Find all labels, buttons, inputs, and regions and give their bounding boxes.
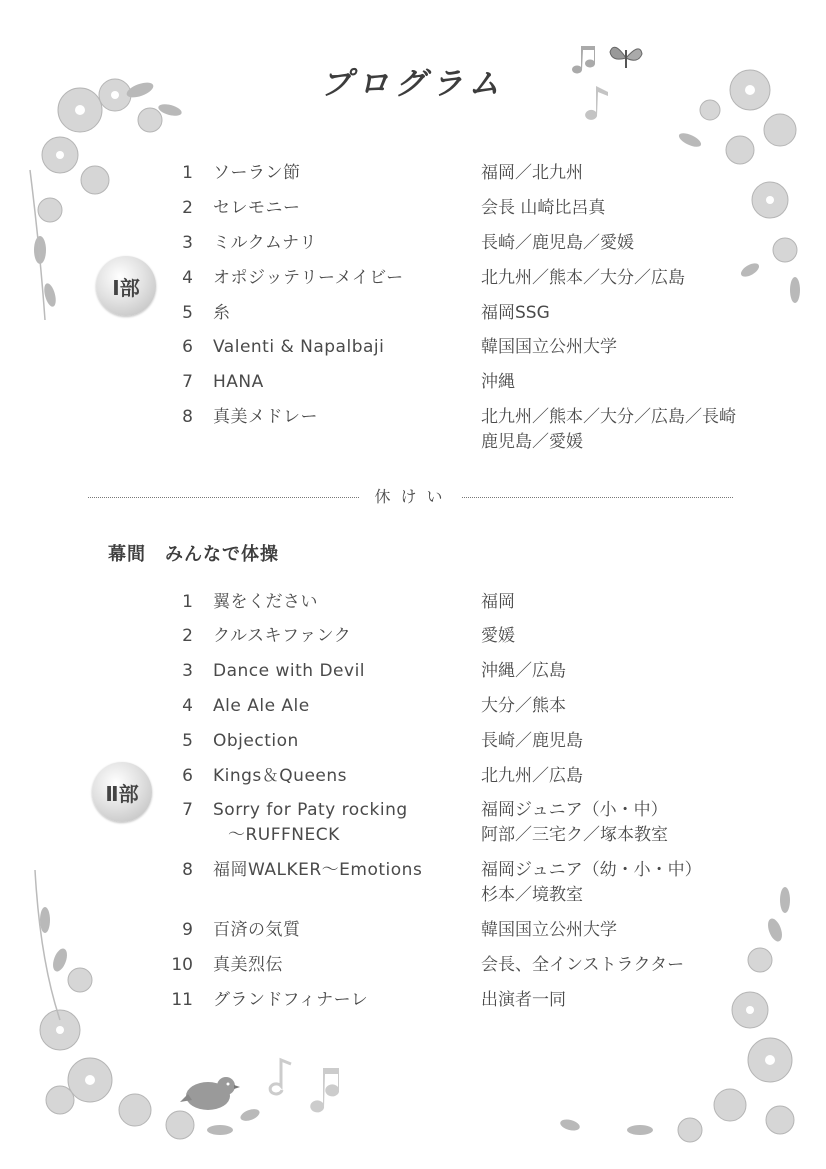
item-number: 6 — [182, 766, 193, 786]
item-title: Valenti & Napalbaji — [213, 337, 385, 357]
item-number: 5 — [182, 303, 193, 323]
item-performer: 北九州／広島 — [481, 766, 583, 786]
bird-icon — [180, 1072, 240, 1116]
item-performer: 韓国国立公州大学 — [481, 337, 617, 357]
item-number: 8 — [182, 407, 193, 427]
item-number: 3 — [182, 661, 193, 681]
item-number: 7 — [182, 800, 193, 820]
item-number: 4 — [182, 268, 193, 288]
item-title: ソーラン節 — [213, 163, 301, 183]
item-title: Kings＆Queens — [213, 766, 347, 786]
item-performer: 会長 山崎比呂真 — [481, 198, 606, 218]
item-number: 4 — [182, 696, 193, 716]
item-performer: 福岡 — [481, 592, 515, 612]
item-number: 5 — [182, 731, 193, 751]
item-performer: 長崎／鹿児島／愛媛 — [481, 233, 634, 253]
item-number: 2 — [182, 626, 193, 646]
music-note-icon-3 — [262, 1050, 352, 1120]
item-performer-line2: 鹿児島／愛媛 — [481, 432, 583, 452]
item-title: Objection — [213, 731, 299, 751]
item-title: HANA — [213, 372, 264, 392]
item-title: 百済の気質 — [213, 920, 301, 940]
item-title: セレモニー — [213, 198, 301, 218]
item-performer: 沖縄／広島 — [481, 661, 566, 681]
page-title: プログラム — [320, 66, 506, 102]
item-performer: 福岡ジュニア（小・中） — [481, 800, 668, 820]
item-title: Dance with Devil — [213, 661, 366, 681]
item-title: グランドフィナーレ — [213, 990, 369, 1010]
item-performer: 韓国国立公州大学 — [481, 920, 617, 940]
item-performer: 福岡／北九州 — [481, 163, 583, 183]
item-performer: 北九州／熊本／大分／広島／長崎 — [481, 407, 736, 427]
item-performer: 愛媛 — [481, 626, 515, 646]
item-performer: 沖縄 — [481, 372, 515, 392]
intermission-heading: 幕間 みんなで体操 — [108, 544, 279, 565]
item-title: ミルクムナリ — [213, 233, 317, 253]
item-performer: 長崎／鹿児島 — [481, 731, 583, 751]
item-title: 福岡WALKER～Emotions — [213, 860, 423, 880]
item-number: 3 — [182, 233, 193, 253]
item-title: クルスキファンク — [213, 626, 352, 646]
item-number: 10 — [171, 955, 193, 975]
item-title-line2: ～RUFFNECK — [228, 825, 340, 845]
item-performer: 北九州／熊本／大分／広島 — [481, 268, 685, 288]
item-number: 8 — [182, 860, 193, 880]
item-performer: 出演者一同 — [481, 990, 566, 1010]
item-number: 2 — [182, 198, 193, 218]
part2-badge: Ⅱ部 — [92, 762, 152, 822]
item-number: 7 — [182, 372, 193, 392]
item-title: Sorry for Paty rocking — [213, 800, 408, 820]
item-title: 真美メドレー — [213, 407, 318, 427]
item-performer-line2: 阿部／三宅ク／塚本教室 — [481, 825, 668, 845]
item-title: オポジッテリーメイビー — [213, 268, 404, 288]
break-separator — [88, 485, 733, 509]
item-number: 6 — [182, 337, 193, 357]
item-performer: 福岡SSG — [481, 303, 550, 323]
break-label-text: 休けい — [360, 487, 460, 506]
item-performer: 福岡ジュニア（幼・小・中） — [481, 860, 702, 880]
item-performer-line2: 杉本／境教室 — [481, 885, 583, 905]
item-number: 1 — [182, 163, 193, 183]
part1-badge: Ⅰ部 — [96, 256, 156, 316]
item-number: 1 — [182, 592, 193, 612]
item-title: 翼をください — [213, 592, 318, 612]
break-label — [88, 485, 733, 509]
item-title: Ale Ale Ale — [213, 696, 310, 716]
item-title: 糸 — [213, 303, 231, 323]
item-number: 11 — [171, 990, 193, 1010]
item-performer: 大分／熊本 — [481, 696, 566, 716]
item-performer: 会長、全インストラクター — [481, 955, 685, 975]
item-title: 真美烈伝 — [213, 955, 283, 975]
item-number: 9 — [182, 920, 193, 940]
